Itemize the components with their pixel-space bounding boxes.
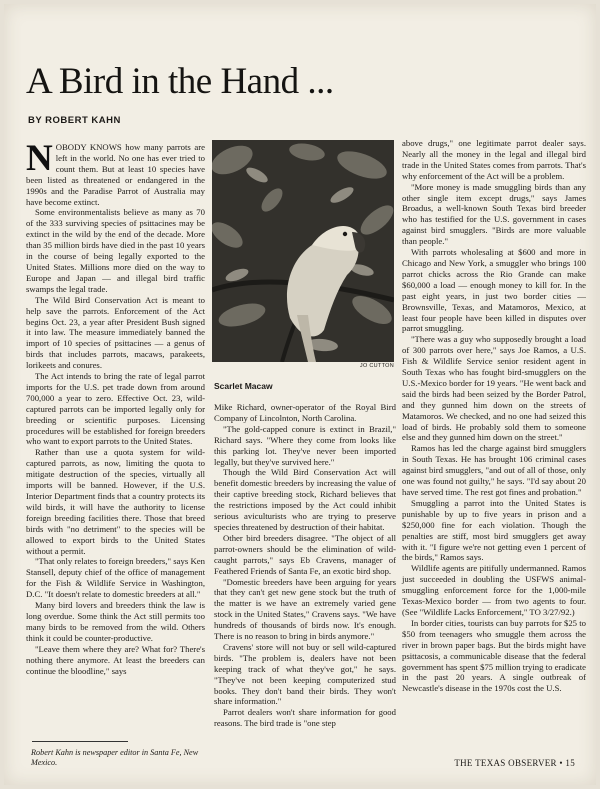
column-1 bbox=[26, 138, 205, 676]
magazine-page bbox=[4, 4, 596, 785]
column-3 bbox=[402, 138, 586, 694]
paragraph: "Domestic breeders have been arguing for years that they can't get new gene stock but the truth of the matter is we have an extremely varied gene stock in the United States," Cravens says. "We have hundreds of thousands of birds now. It's enough. There is no reason to bring in birds anymore." bbox=[214, 576, 396, 642]
paragraph: The Wild Bird Conservation Act is meant to help save the parrots. Enforcement of the Act begins Oct. 23, a year after President Bush signed it into law. The measure immediately banned the import of 10 species of psittacines — a genus of birds that includes parrots, macaws, parakeets, lorikeets and conures. bbox=[26, 294, 205, 371]
paragraph: Wildlife agents are pitifully undermanned. Ramos just succeeded in doubling the USFWS animal-smuggling enforcement force for the 1,000-mile Texas-Mexico border — from two agents to four. (See "Wildlife Lacks Enforcement," TO 3/27/92.) bbox=[402, 563, 586, 617]
paragraph: Cravens' store will not buy or sell wild-captured birds. "The problem is, dealers have not been keeping track of what they've got," he says. "They've not been keeping computerized stud books. They don't band their birds. They won't share information." bbox=[214, 641, 396, 707]
drop-cap: N bbox=[26, 138, 53, 179]
bio-divider bbox=[32, 741, 128, 742]
paragraph: "There was a guy who supposedly brought a load of 300 parrots over here," says Joe Ramos, a U.S. Fish & Wildlife Service senior resident agent in South Texas who has fought bird-smugglers on the U.S.-Mexico border for 19 years. "He went back and said the birds had been seized by the Border Patrol, and they gunned him down on the streets of Matamoros. We checked, and no one had seized this load of birds. He probably sold them to someone else and they gunned him down on the street." bbox=[402, 334, 586, 443]
paragraph: "More money is made smuggling birds than any other single item except drugs," says James Broadus, a well-known South Texas bird breeder who has testified for the U.S. government in cases against bird smugglers. "Birds are more valuable than people." bbox=[402, 181, 586, 247]
paragraph: Ramos has led the charge against bird smugglers in South Texas. He has brought 106 criminal cases against bird smugglers, "and out of all of those, only one was found not guilty," he says. "I'd say about 20 have served time. The rest got fines and probation." bbox=[402, 443, 586, 497]
paragraph: The Act intends to bring the rate of legal parrot imports for the U.S. pet trade down from around 700,000 a year to zero. Effective Oct. 23, wild-captured parrots can be imported legally only for breeding or scientific purposes. Licensing procedures will be established for foreign breeders who want to export parrots to the United States. bbox=[26, 371, 205, 447]
photo-credit: JO CUTTON bbox=[359, 363, 394, 369]
article-title: A Bird in the Hand ... bbox=[26, 61, 334, 102]
macaw-photo bbox=[212, 140, 394, 362]
paragraph: Many bird lovers and breeders think the law is long overdue. Some think the Act still permits too many birds to be removed from the wild. Others think it could be counter-productive. bbox=[26, 600, 205, 643]
photo-caption: Scarlet Macaw bbox=[214, 381, 273, 391]
paragraph: In border cities, tourists can buy parrots for $25 to $50 from teenagers who smuggle them across the river in brown paper bags. But the birds might have psittacosis, a communicable disease that the federal government has spent $75 million trying to eradicate in the past 20 years. A single outbreak of Newcastle's disease in the 1970s cost the U.S. bbox=[402, 617, 586, 694]
lead-paragraph bbox=[26, 138, 205, 207]
byline: BY ROBERT KAHN bbox=[28, 115, 121, 126]
paragraph: "The gold-capped conure is extinct in Brazil," Richard says. "Where they come from looks like this parking lot. They've never been imported legally, but they've survived here." bbox=[214, 423, 396, 467]
lead-text: OBODY KNOWS how many parrots are left in the world. No one has ever tried to count them. But at least 10 species have been listed as threatened or endangered in the 1990s and the Paradise Parrot of Australia may have become extinct. bbox=[26, 142, 205, 207]
paragraph: Smuggling a parrot into the United States is punishable by up to five years in prison and a $250,000 fine for each violation. Though the penalties are stiff, most bird smugglers get away with it. "I figure we're not getting even 1 percent of the birds," Ramos says. bbox=[402, 497, 586, 563]
paragraph: Some environmentalists believe as many as 70 of the 333 surviving species of psittacines may be extinct in the wild by the end of the decade. More than 35 million birds have died in the past 10 years in the course of being legally exported to the United States. Millions more died on the way to Europe and Japan — and illegal bird traffic swamps the legal trade. bbox=[26, 207, 205, 294]
paragraph: Parrot dealers won't share information for good reasons. The bird trade is "one step bbox=[214, 707, 396, 729]
author-bio: Robert Kahn is newspaper editor in Santa Fe, New Mexico. bbox=[31, 748, 199, 767]
paragraph: "Leave them where they are? What for? There's nothing there anymore. At least the breeders can continue the bloodline," says bbox=[26, 643, 205, 676]
page-footer: THE TEXAS OBSERVER • 15 bbox=[454, 758, 575, 768]
macaw-illustration bbox=[212, 140, 394, 362]
paragraph: "That only relates to foreign breeders," says Ken Stansell, deputy chief of the office of management for the Fish & Wildlife Service in Washington, D.C. "It doesn't relate to domestic breeders at all." bbox=[26, 556, 205, 600]
paragraph: Other bird breeders disagree. "The object of all parrot-owners should be the elimination of wild-caught parrots," says Eb Cravens, manager of Feathered Friends of Santa Fe, an exotic bird shop. bbox=[214, 532, 396, 576]
paragraph: Mike Richard, owner-operator of the Royal Bird Company of Lincolnton, North Carolina. bbox=[214, 402, 396, 423]
paragraph: With parrots wholesaling at $600 and more in Chicago and New York, a smuggler who brings 100 parrot chicks across the Rio Grande can make $60,000 a load — enough money to kill for. In the past eight years, in just two border cities — Brownsville, Texas, and Matamoros, Mexico, at least four people have been killed in disputes over parrot smuggling. bbox=[402, 247, 586, 334]
paragraph: Rather than use a quota system for wild-captured parrots, as now, limiting the quota to mitigate destruction of the species, virtually all imports will be banned. However, if the U.S. Interior Department finds that a country protects its wild birds, it will have the authority to license foreign breeding facilities there. Those that breed birds with "no detriment" to the species will be allowed to export birds to the United States without a permit. bbox=[26, 447, 205, 556]
column-2 bbox=[214, 402, 396, 729]
paragraph: Though the Wild Bird Conservation Act will benefit domestic breeders by increasing the value of their captive breeding stock, Richard believes that the restrictions imposed by the Act could inhibit serious aviculturists who are trying to preserve species threatened by destruction of their habitat. bbox=[214, 467, 396, 532]
paragraph: above drugs," one legitimate parrot dealer says. Nearly all the money in the legal and illegal bird trade in the United States comes from parrots. That's why enforcement of the Act will be a problem. bbox=[402, 138, 586, 181]
